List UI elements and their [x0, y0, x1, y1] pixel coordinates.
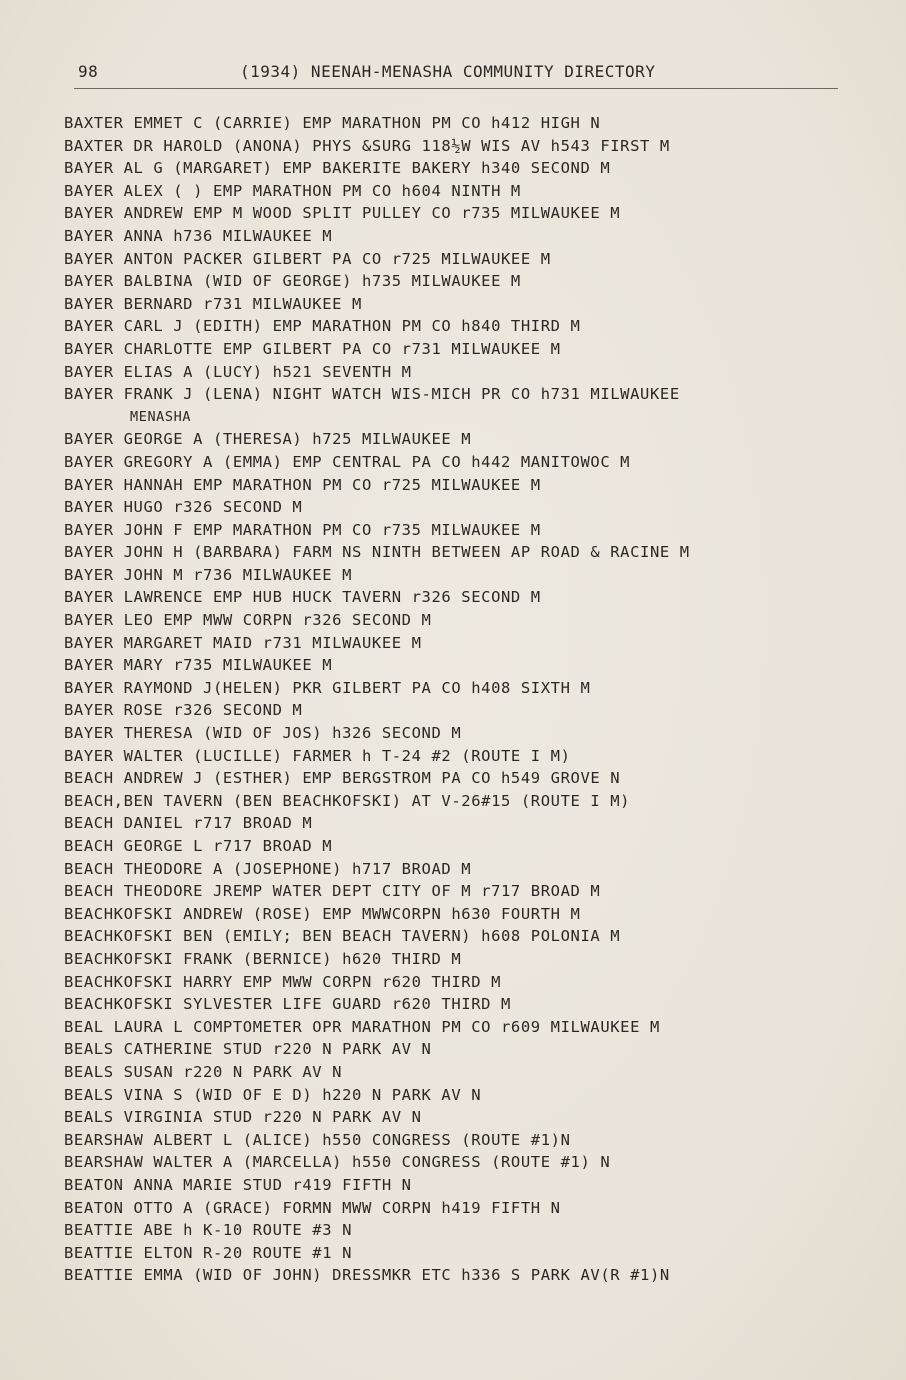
- directory-entry: BAYER JOHN H (BARBARA) FARM NS NINTH BETWEEN AP ROAD & RACINE M: [64, 543, 690, 562]
- directory-entry: BEATTIE EMMA (WID OF JOHN) DRESSMKR ETC h336 S PARK AV(R #1)N: [64, 1266, 670, 1285]
- directory-entry: BEATTIE ABE h K-10 ROUTE #3 N: [64, 1221, 353, 1240]
- directory-entry: BEACHKOFSKI FRANK (BERNICE) h620 THIRD M: [64, 949, 462, 968]
- directory-entry: BEARSHAW WALTER A (MARCELLA) h550 CONGRESS (ROUTE #1) N: [64, 1153, 611, 1172]
- directory-entry: BAYER ROSE r326 SECOND M: [64, 701, 303, 720]
- directory-entry: BAYER MARGARET MAID r731 MILWAUKEE M: [64, 633, 422, 652]
- directory-entry: BEATON ANNA MARIE STUD r419 FIFTH N: [64, 1175, 412, 1194]
- directory-entry: BAYER CHARLOTTE EMP GILBERT PA CO r731 MILWAUKEE M: [64, 339, 561, 358]
- directory-entry-continuation: MENASHA: [130, 408, 192, 425]
- directory-entry: BAYER ANNA h736 MILWAUKEE M: [64, 226, 333, 245]
- directory-entry: BAYER FRANK J (LENA) NIGHT WATCH WIS-MICH PR CO h731 MILWAUKEE: [64, 385, 680, 404]
- directory-entry: BAYER BERNARD r731 MILWAUKEE M: [64, 294, 362, 313]
- directory-entry: BAYER GEORGE A (THERESA) h725 MILWAUKEE M: [64, 430, 472, 449]
- directory-entry: BEAL LAURA L COMPTOMETER OPR MARATHON PM CO r609 MILWAUKEE M: [64, 1017, 660, 1036]
- directory-entries: [64, 112, 864, 1287]
- directory-entry: BAYER JOHN F EMP MARATHON PM CO r735 MILWAUKEE M: [64, 520, 541, 539]
- directory-entry: BAXTER DR HAROLD (ANONA) PHYS &SURG 118½W WIS AV h543 FIRST M: [64, 136, 670, 155]
- directory-entry: BAYER JOHN M r736 MILWAUKEE M: [64, 565, 353, 584]
- directory-entry: BAYER LAWRENCE EMP HUB HUCK TAVERN r326 SECOND M: [64, 588, 541, 607]
- page-number: 98: [78, 62, 99, 81]
- directory-entry: BEACH THEODORE JREMP WATER DEPT CITY OF M r717 BROAD M: [64, 882, 601, 901]
- directory-entry: BAYER GREGORY A (EMMA) EMP CENTRAL PA CO h442 MANITOWOC M: [64, 452, 631, 471]
- directory-entry: BEARSHAW ALBERT L (ALICE) h550 CONGRESS (ROUTE #1)N: [64, 1130, 571, 1149]
- directory-entry: BAYER MARY r735 MILWAUKEE M: [64, 656, 333, 675]
- directory-entry: BEACH THEODORE A (JOSEPHONE) h717 BROAD M: [64, 859, 472, 878]
- directory-entry: BAYER WALTER (LUCILLE) FARMER h T-24 #2 (ROUTE I M): [64, 746, 571, 765]
- page-header: [78, 62, 838, 88]
- directory-entry: BAYER BALBINA (WID OF GEORGE) h735 MILWAUKEE M: [64, 272, 521, 291]
- directory-entry: BAYER LEO EMP MWW CORPN r326 SECOND M: [64, 611, 432, 630]
- directory-entry: BEALS VINA S (WID OF E D) h220 N PARK AV N: [64, 1085, 482, 1104]
- directory-entry: BEATON OTTO A (GRACE) FORMN MWW CORPN h419 FIFTH N: [64, 1198, 561, 1217]
- directory-entry: BEACH,BEN TAVERN (BEN BEACHKOFSKI) AT V-26#15 (ROUTE I M): [64, 791, 631, 810]
- directory-entry: BAYER ANTON PACKER GILBERT PA CO r725 MILWAUKEE M: [64, 249, 551, 268]
- directory-entry: BEACH GEORGE L r717 BROAD M: [64, 837, 333, 855]
- directory-entry: BAYER CARL J (EDITH) EMP MARATHON PM CO h840 THIRD M: [64, 317, 581, 336]
- directory-entry: BAXTER EMMET C (CARRIE) EMP MARATHON PM CO h412 HIGH N: [64, 114, 601, 132]
- directory-entry: BAYER ALEX ( ) EMP MARATHON PM CO h604 NINTH M: [64, 181, 521, 200]
- directory-entry: BEALS CATHERINE STUD r220 N PARK AV N: [64, 1040, 432, 1059]
- running-head: (1934) NEENAH-MENASHA COMMUNITY DIRECTORY: [240, 62, 656, 81]
- directory-entry: BEACHKOFSKI HARRY EMP MWW CORPN r620 THIRD M: [64, 972, 501, 991]
- directory-entry: BAYER ELIAS A (LUCY) h521 SEVENTH M: [64, 362, 412, 381]
- directory-entry: BEACH ANDREW J (ESTHER) EMP BERGSTROM PA CO h549 GROVE N: [64, 769, 621, 788]
- directory-entry: BAYER HUGO r326 SECOND M: [64, 498, 303, 517]
- directory-entry: BAYER ANDREW EMP M WOOD SPLIT PULLEY CO r735 MILWAUKEE M: [64, 204, 621, 223]
- directory-entry: BEATTIE ELTON R-20 ROUTE #1 N: [64, 1243, 353, 1262]
- directory-entry: BEACHKOFSKI BEN (EMILY; BEN BEACH TAVERN) h608 POLONIA M: [64, 927, 621, 946]
- header-rule: [74, 88, 838, 89]
- directory-entry: BAYER HANNAH EMP MARATHON PM CO r725 MILWAUKEE M: [64, 475, 541, 494]
- directory-entry: BEACHKOFSKI ANDREW (ROSE) EMP MWWCORPN h630 FOURTH M: [64, 904, 581, 923]
- directory-entry: BEALS SUSAN r220 N PARK AV N: [64, 1062, 343, 1081]
- directory-entry: BAYER AL G (MARGARET) EMP BAKERITE BAKERY h340 SECOND M: [64, 159, 611, 178]
- directory-entry: BEACH DANIEL r717 BROAD M: [64, 814, 313, 833]
- directory-entry: BEACHKOFSKI SYLVESTER LIFE GUARD r620 THIRD M: [64, 995, 511, 1014]
- directory-entry: BAYER THERESA (WID OF JOS) h326 SECOND M: [64, 724, 462, 743]
- directory-entry: BAYER RAYMOND J(HELEN) PKR GILBERT PA CO h408 SIXTH M: [64, 678, 591, 697]
- directory-entry: BEALS VIRGINIA STUD r220 N PARK AV N: [64, 1108, 422, 1127]
